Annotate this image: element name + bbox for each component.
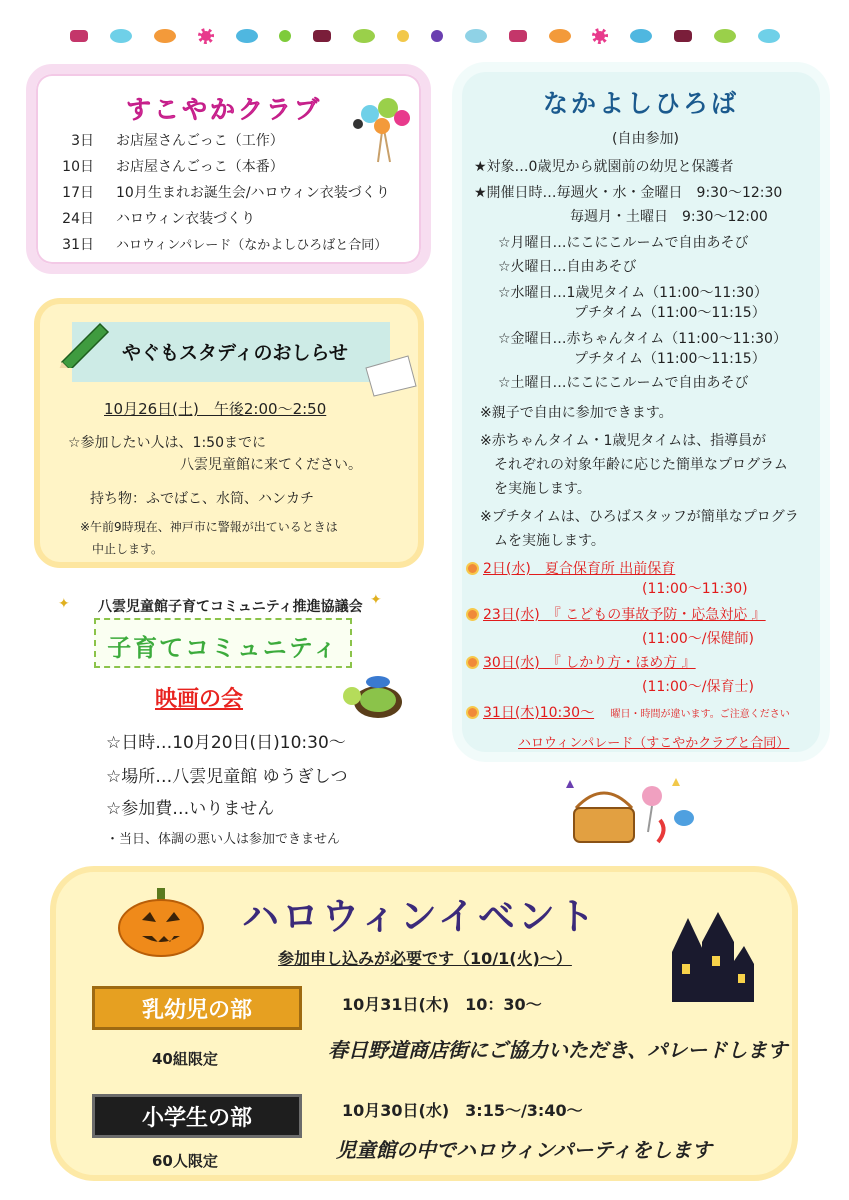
- event-row: [466, 702, 790, 722]
- candy-icon: [154, 29, 176, 43]
- schedule-text: ハロウィンパレード（なかよしひろばと合同）: [116, 238, 388, 253]
- event-sub: (11:00～/保育士): [642, 679, 754, 695]
- infant-section-label: 乳幼児の部: [92, 986, 302, 1030]
- candy-icon: [714, 29, 736, 43]
- hiroba-sub: (自由参加): [612, 131, 679, 147]
- flower-icon: [466, 562, 479, 575]
- candy-icon: [279, 30, 291, 42]
- schedule-row: [48, 130, 284, 150]
- hiroba-line: 毎週月・土曜日 9:30～12:00: [570, 209, 768, 225]
- movie-place: ☆場所…八雲児童館 ゆうぎしつ: [106, 767, 348, 787]
- community-title: 子育てコミュニティ: [107, 634, 339, 662]
- community-org: 八雲児童館子育てコミュニティ推進協議会: [98, 599, 363, 615]
- paper-icon: [362, 354, 418, 398]
- event-row: [466, 604, 766, 624]
- hiroba-line: ☆土曜日…にこにこルームで自由あそび: [498, 375, 749, 391]
- lollipop-icon: [592, 28, 608, 44]
- event-subtitle: 参加申し込みが必要です（10/1(火)～）: [278, 949, 572, 968]
- flower-icon: [466, 608, 479, 621]
- hiroba-line: プチタイム（11:00～11:15）: [574, 351, 766, 367]
- event-main: 2日(水) 夏合保育所 出前保育: [483, 561, 676, 577]
- infant-description: 春日野道商店街にご協力いただき、パレードします: [328, 1038, 788, 1062]
- candy-icon: [509, 30, 527, 42]
- school-section-label: 小学生の部: [92, 1094, 302, 1138]
- movie-note: ・当日、体調の悪い人は参加できません: [106, 832, 341, 847]
- candy-icon: [674, 30, 692, 42]
- lollipop-bouquet-icon: [348, 94, 418, 164]
- schedule-text: お店屋さんごっこ（本番）: [116, 159, 284, 175]
- sparkle-icon: ✦: [58, 596, 70, 612]
- study-date: 10月26日(土) 午後2:00～2:50: [104, 400, 327, 418]
- haunted-house-icon: [652, 912, 756, 1004]
- event-note: 曜日・時間が違います。ご注意ください: [610, 709, 790, 720]
- candy-icon: [758, 29, 780, 43]
- hiroba-line: それぞれの対象年齢に応じた簡単なプログラム: [494, 457, 788, 473]
- club-title: すこやかクラブ: [126, 95, 323, 124]
- schedule-day: 10日: [62, 159, 94, 175]
- hiroba-line: ※プチタイムは、ひろばスタッフが簡単なプログラ: [480, 509, 799, 525]
- schedule-row: [48, 208, 255, 228]
- school-date: 10月30日(水) 3:15～/3:40～: [342, 1101, 583, 1120]
- movie-title: 映画の会: [155, 687, 244, 712]
- study-text: ☆参加したい人は、1:50までに: [68, 435, 266, 451]
- candy-icon: [236, 29, 258, 43]
- hiroba-panel: [452, 62, 830, 762]
- event-main: 23日(水) 『 こどもの事故予防・応急対応 』: [483, 607, 766, 623]
- community-title-box: [94, 618, 352, 668]
- halloween-event-panel: [50, 866, 798, 1181]
- candy-basket-icon: [556, 772, 706, 852]
- event-row: [466, 652, 696, 672]
- event-title: ハロウィンイベント: [242, 895, 598, 938]
- schedule-row: [48, 182, 390, 202]
- study-note: 中止します。: [92, 542, 164, 556]
- candy-icon: [431, 30, 443, 42]
- schedule-day: 3日: [71, 133, 94, 149]
- hiroba-line: プチタイム（11:00～11:15）: [574, 305, 766, 321]
- event-sub: (11:00～/保健師): [642, 631, 754, 647]
- schedule-row: [48, 156, 284, 176]
- candy-garland: [70, 22, 780, 50]
- schedule-day: 17日: [62, 185, 94, 201]
- school-description: 児童館の中でハロウィンパーティをします: [336, 1138, 712, 1162]
- infant-date: 10月31日(木) 10：30～: [342, 995, 542, 1014]
- hiroba-line: ☆月曜日…にこにこルームで自由あそび: [498, 235, 749, 251]
- event-row: [466, 558, 675, 578]
- hiroba-line: ☆金曜日…赤ちゃんタイム（11:00～11:30）: [498, 331, 787, 347]
- hiroba-line: を実施します。: [494, 481, 591, 497]
- study-items: 持ち物：ふでばこ、水筒、ハンカチ: [90, 491, 314, 507]
- hiroba-line: ※赤ちゃんタイム・1歳児タイムは、指導員が: [480, 433, 767, 449]
- event-sub: (11:00～11:30): [642, 581, 748, 597]
- study-panel: [34, 298, 424, 568]
- flower-icon: [466, 656, 479, 669]
- candy-icon: [397, 30, 409, 42]
- event-main: 31日(木)10:30～: [483, 705, 595, 721]
- movie-date: ☆日時…10月20日(日)10:30～: [106, 733, 346, 753]
- candy-icon: [353, 29, 375, 43]
- event-main: 30日(水) 『 しかり方・ほめ方 』: [483, 655, 696, 671]
- study-title: やぐもスタディのおしらせ: [122, 342, 348, 364]
- hiroba-line: ☆火曜日…自由あそび: [498, 259, 637, 275]
- club-panel: [26, 64, 431, 274]
- movie-fee: ☆参加費…いりません: [106, 799, 275, 819]
- schedule-text: ハロウィン衣装づくり: [116, 211, 256, 227]
- schedule-day: 31日: [62, 237, 94, 253]
- infant-limit: 40組限定: [152, 1050, 218, 1068]
- school-limit: 60人限定: [152, 1152, 218, 1170]
- hiroba-line: ※親子で自由に参加できます。: [480, 405, 673, 421]
- sparkle-icon: ✦: [370, 592, 382, 608]
- hiroba-line: ☆水曜日…1歳児タイム（11:00～11:30）: [498, 285, 768, 301]
- study-text: 八雲児童館に来てください。: [180, 457, 362, 473]
- hiroba-title: なかよしひろば: [542, 89, 739, 118]
- candy-icon: [110, 29, 132, 43]
- hiroba-line: ムを実施します。: [494, 533, 605, 549]
- pumpkin-icon: [116, 886, 206, 958]
- schedule-text: お店屋さんごっこ（工作）: [116, 133, 284, 149]
- study-banner: [72, 322, 390, 382]
- hiroba-line: ★対象…0歳児から就園前の幼児と保護者: [474, 159, 734, 175]
- flower-icon: [466, 706, 479, 719]
- lollipop-icon: [198, 28, 214, 44]
- schedule-day: 24日: [62, 211, 94, 227]
- study-note: ※午前9時現在、神戸市に警報が出ているときは: [80, 520, 338, 534]
- schedule-row: [48, 234, 387, 254]
- candy-icon: [549, 29, 571, 43]
- candy-icon: [70, 30, 88, 42]
- parade-text: ハロウィンパレード（すこやかクラブと合同）: [518, 736, 790, 751]
- pencil-icon: [56, 316, 116, 368]
- turtle-icon: [338, 670, 408, 726]
- candy-icon: [630, 29, 652, 43]
- candy-icon: [313, 30, 331, 42]
- candy-icon: [465, 29, 487, 43]
- hiroba-line: ★開催日時…毎週火・水・金曜日 9:30～12:30: [474, 185, 783, 201]
- schedule-text: 10月生まれお誕生会/ハロウィン衣装づくり: [116, 185, 390, 201]
